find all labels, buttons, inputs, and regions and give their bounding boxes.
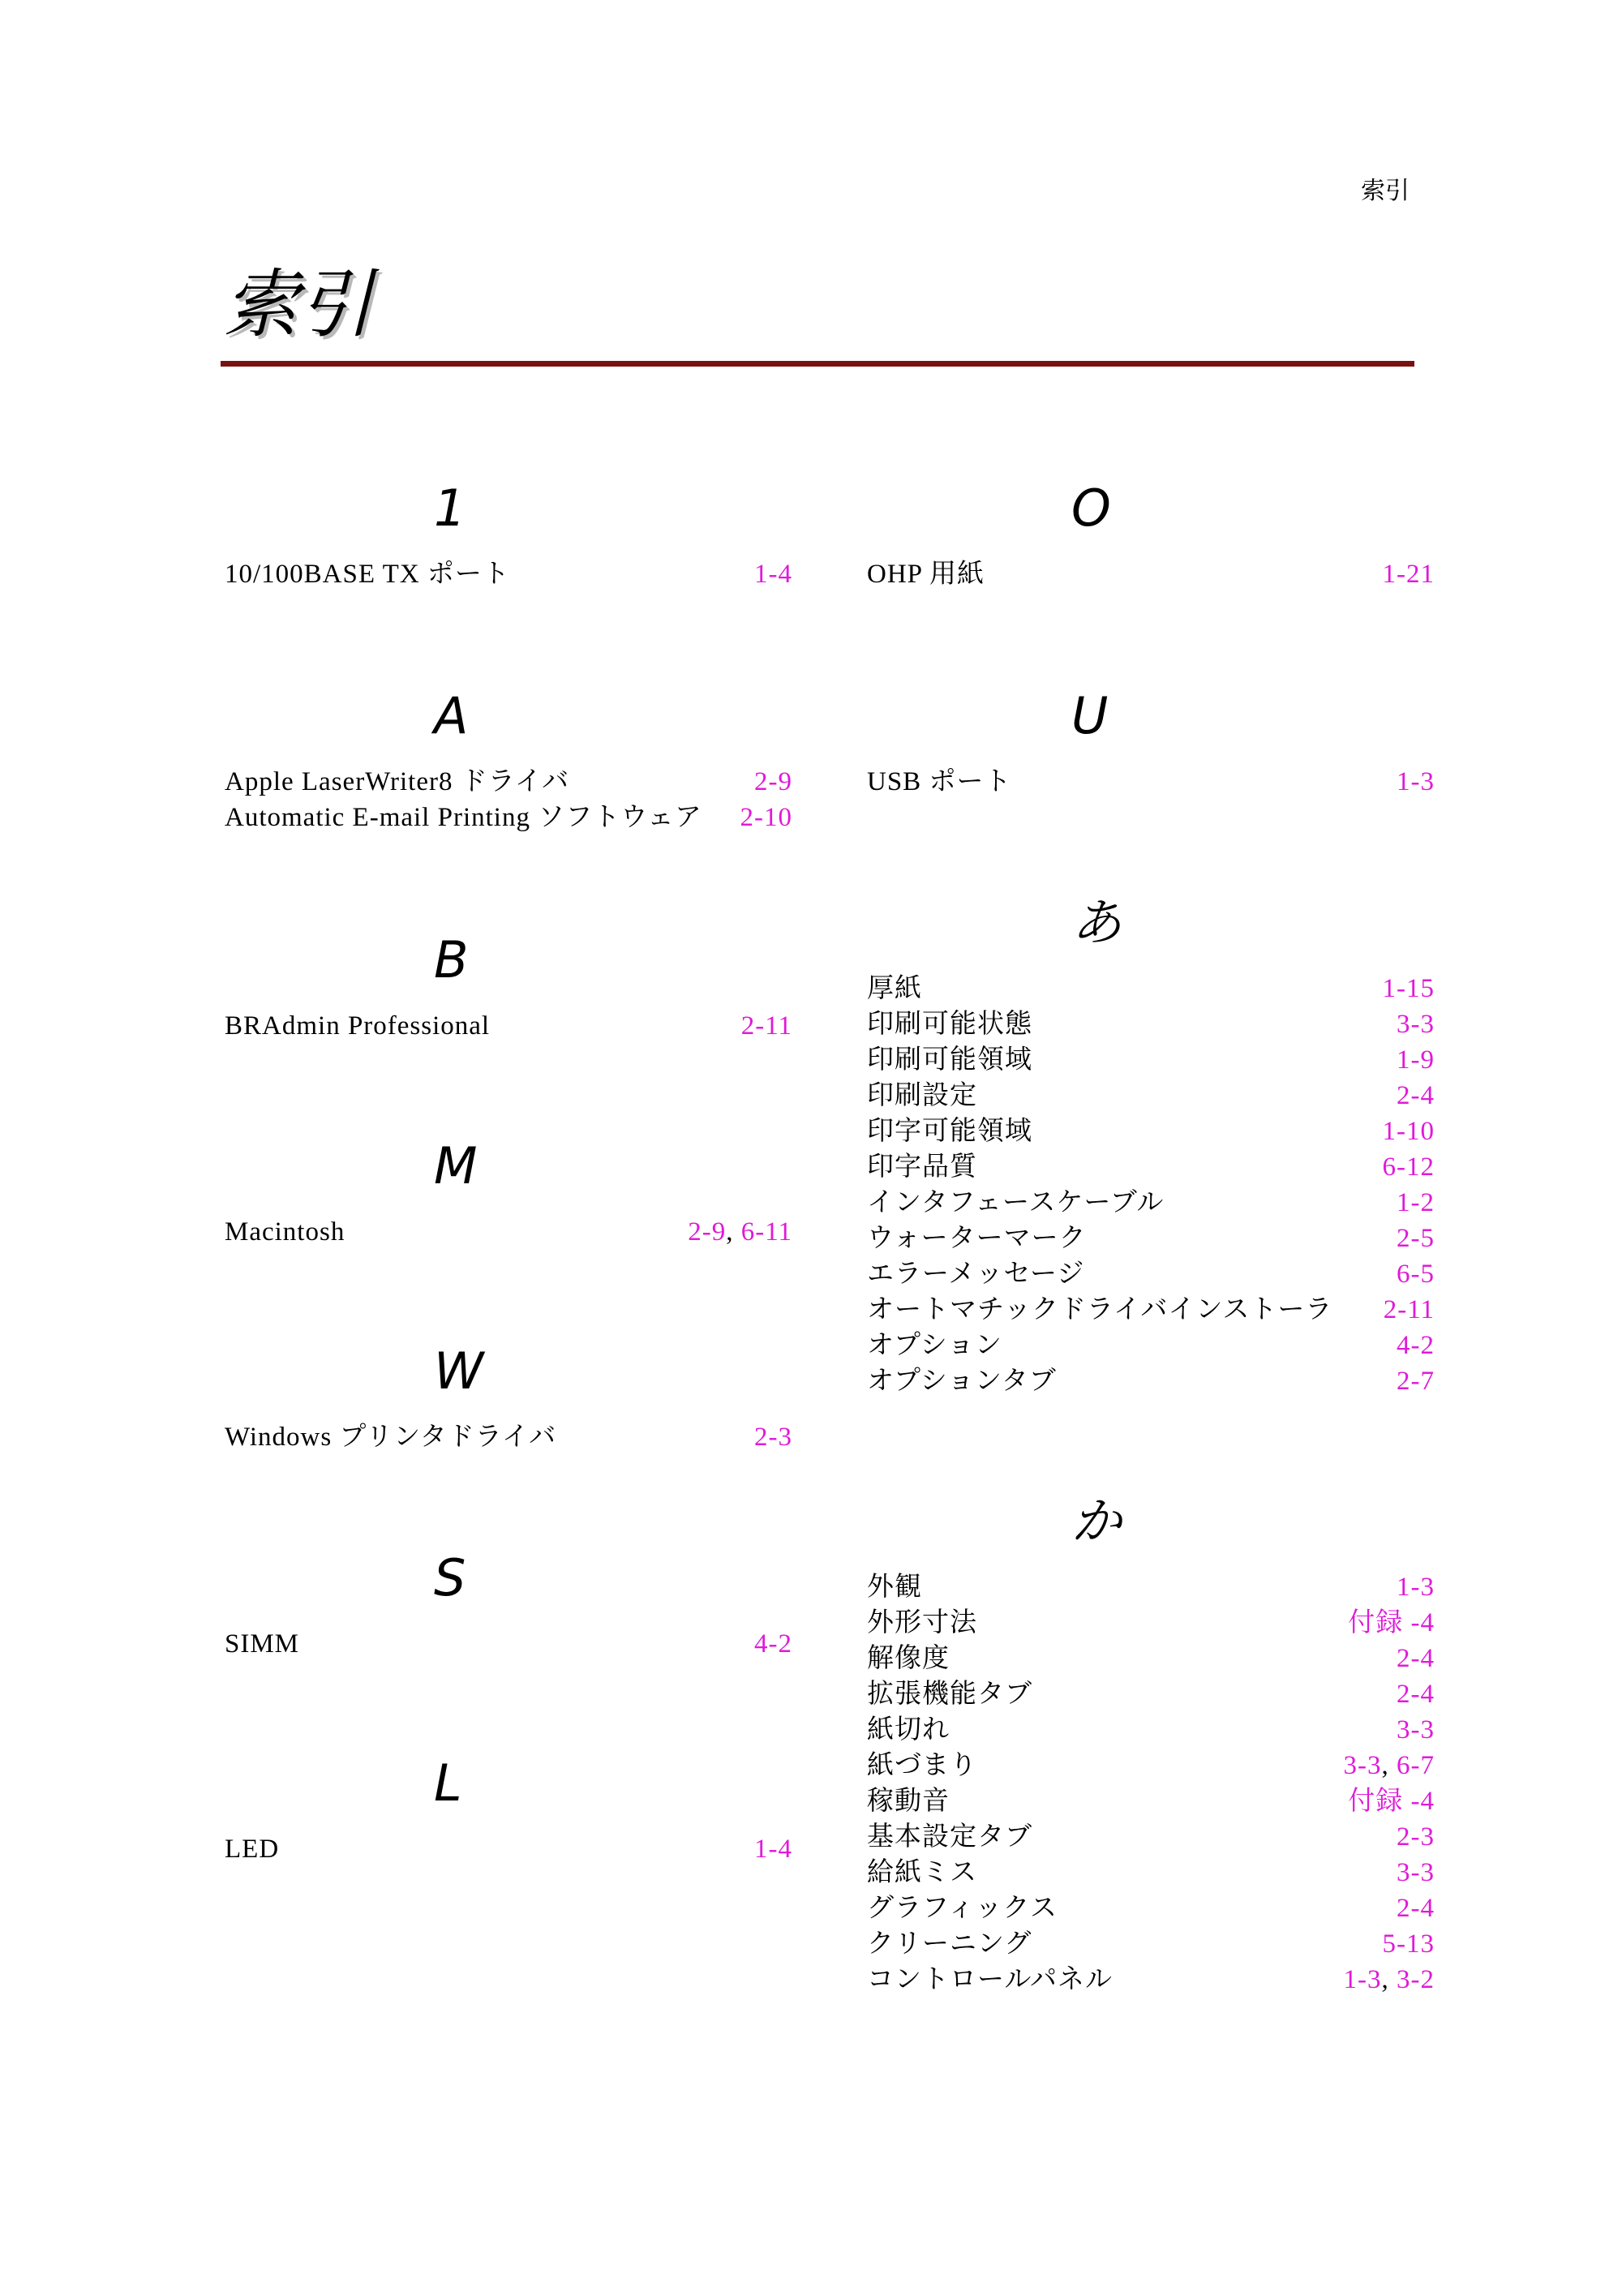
page-link[interactable]: 3-3 [1397,1715,1435,1745]
page-link[interactable]: 4-2 [754,1629,792,1659]
page-separator: , [1381,1751,1397,1780]
page-refs [1348,1783,1435,1819]
index-term: 10/100BASE TX ポート [225,560,510,589]
index-entry [867,1748,1435,1783]
page-link[interactable]: 4-2 [1397,1331,1435,1360]
index-term: Windows プリンタドライバ [225,1423,557,1452]
entry-list [225,764,792,835]
page-refs [1397,1042,1435,1078]
entry-list [225,556,792,592]
index-entry [867,1185,1435,1221]
index-term: オプション [867,1331,1003,1360]
index-entry [867,1890,1435,1926]
index-term: 基本設定タブ [867,1822,1032,1852]
page-link[interactable]: 3-3 [1343,1751,1382,1780]
index-entry [867,556,1435,592]
page-link[interactable]: 1-9 [1397,1045,1435,1075]
index-section [225,1753,792,1867]
index-term: 印刷設定 [867,1081,977,1110]
title-rule [221,361,1414,367]
page-link[interactable]: 2-10 [740,803,792,832]
index-entry [867,1149,1435,1185]
index-section [867,686,1435,800]
index-term: 給紙ミス [867,1858,977,1887]
index-term: LED [225,1835,280,1864]
page-link[interactable]: 1-3 [1397,767,1435,796]
page-refs [1397,764,1435,800]
page-refs [754,1419,792,1455]
page-refs [754,1831,792,1867]
page-refs [1397,1221,1435,1256]
index-entry [867,1855,1435,1890]
index-entry [225,556,792,592]
page-title: 索引 [224,261,374,348]
page-link[interactable]: 2-3 [1397,1822,1435,1852]
section-letter: O [1071,479,1111,538]
index-term: 印字品質 [867,1152,977,1182]
page-refs [1397,1363,1435,1399]
index-entry [867,1006,1435,1042]
index-entry [867,764,1435,800]
entry-list [225,1831,792,1867]
entry-list [867,1569,1435,1998]
page-refs [1397,1855,1435,1890]
page-refs [1344,1962,1435,1998]
index-entry [225,1831,792,1867]
page-refs [1397,1819,1435,1855]
page-link[interactable]: 1-2 [1397,1188,1435,1217]
section-letter: 1 [434,479,466,538]
entry-list [867,764,1435,800]
index-term: 印字可能領域 [867,1117,1032,1146]
index-term: オプションタブ [867,1367,1057,1396]
index-section [225,1548,792,1662]
page-refs [1397,1641,1435,1676]
section-letter: S [434,1548,466,1607]
index-section [225,1136,792,1250]
entry-list [867,556,1435,592]
page-link[interactable]: 5-13 [1382,1929,1435,1959]
index-entry [867,1641,1435,1676]
page-link[interactable]: 2-5 [1397,1224,1435,1253]
index-entry [867,1605,1435,1641]
index-term: 厚紙 [867,974,922,1003]
index-term: BRAdmin Professional [225,1011,491,1041]
page-link[interactable]: 1-3 [1397,1573,1435,1602]
index-term: Automatic E-mail Printing ソフトウェア [225,803,702,832]
page-refs [1383,556,1435,592]
index-term: ウォーターマーク [867,1224,1087,1253]
index-entry [225,1214,792,1250]
page-refs [1397,1712,1435,1748]
page-link[interactable]: 2-4 [1397,1680,1435,1709]
page-refs [1384,1292,1435,1328]
index-entry [867,971,1435,1006]
page-refs [1383,1149,1435,1185]
index-term: 外形寸法 [867,1608,977,1637]
index-term: 拡張機能タブ [867,1680,1032,1709]
page-link[interactable]: 1-10 [1382,1117,1435,1146]
index-entry [867,1783,1435,1819]
section-letter: か [1071,1491,1122,1551]
page-refs [1397,1006,1435,1042]
index-entry [867,1962,1435,1998]
page-link[interactable]: 2-3 [754,1423,792,1452]
page-refs [754,556,792,592]
index-section [225,1341,792,1455]
index-entry [867,1114,1435,1149]
page-separator: , [726,1217,741,1247]
page-link[interactable]: 1-4 [754,560,792,589]
page-link[interactable]: 付録 -4 [1348,1787,1435,1816]
entry-list [225,1626,792,1662]
page-link[interactable]: 2-11 [740,1011,792,1041]
index-term: 解像度 [867,1644,950,1673]
index-entry [225,1626,792,1662]
index-entry [225,764,792,800]
index-entry [867,1292,1435,1328]
index-term: オートマチックドライバインストーラ [867,1295,1333,1324]
index-term: エラーメッセージ [867,1260,1085,1289]
page-link[interactable]: 6-11 [740,1217,792,1247]
page-link[interactable]: 2-4 [1397,1644,1435,1673]
page-link[interactable]: 1-21 [1382,560,1435,589]
section-letter: U [1071,686,1109,745]
section-letter: L [434,1753,462,1813]
index-entry [867,1926,1435,1962]
page-link[interactable]: 2-11 [1383,1295,1435,1324]
index-term: コントロールパネル [867,1965,1114,1994]
page-link[interactable]: 2-4 [1397,1081,1435,1110]
index-term: Apple LaserWriter8 ドライバ [225,767,570,796]
section-letter: あ [1071,893,1122,952]
running-head: 索引 [1361,177,1410,205]
index-term: クリーニング [867,1929,1032,1959]
index-section [225,479,792,592]
index-entry [867,1221,1435,1256]
index-term: SIMM [225,1629,300,1659]
entry-list [867,971,1435,1399]
page-link[interactable]: 付録 -4 [1348,1608,1435,1637]
index-section [225,686,792,835]
page-link[interactable]: 3-2 [1397,1965,1435,1994]
section-letter: M [434,1136,478,1195]
page-refs [688,1214,792,1250]
index-entry [867,1569,1435,1605]
page-link[interactable]: 3-3 [1397,1858,1435,1887]
index-section [867,479,1435,592]
index-term: 紙づまり [867,1751,977,1780]
index-entry [867,1328,1435,1363]
index-term: 紙切れ [867,1715,950,1745]
index-section [867,1491,1435,1998]
index-term: グラフィックス [867,1894,1058,1923]
page-link[interactable]: 6-5 [1397,1260,1435,1289]
page-link[interactable]: 3-3 [1397,1010,1435,1039]
entry-list [225,1214,792,1250]
page-link[interactable]: 2-7 [1397,1367,1435,1396]
index-entry [225,1419,792,1455]
page-link[interactable]: 6-12 [1382,1152,1435,1182]
index-term: 稼動音 [867,1787,950,1816]
index-entry [867,1256,1435,1292]
page-refs [1397,1185,1435,1221]
index-term: 印刷可能領域 [867,1045,1032,1075]
page-refs [1383,971,1435,1006]
section-letter: W [434,1341,484,1401]
index-term: OHP 用紙 [867,560,985,589]
index-entry [867,1712,1435,1748]
index-section [225,930,792,1044]
page-refs [1344,1748,1435,1783]
page-link[interactable]: 1-3 [1343,1965,1382,1994]
page-refs [741,1008,792,1044]
page-refs [1383,1926,1435,1962]
entry-list [225,1008,792,1044]
page-refs [740,800,793,835]
index-term: USB ポート [867,767,1012,796]
index-term: インタフェースケーブル [867,1188,1165,1217]
index-entry [225,800,792,835]
index-section [867,893,1435,1399]
page-link[interactable]: 2-4 [1397,1894,1435,1923]
index-entry [867,1078,1435,1114]
page-refs [1397,1676,1435,1712]
page-link[interactable]: 2-9 [688,1217,727,1247]
section-letter: A [434,686,469,745]
page-link[interactable]: 6-7 [1397,1751,1435,1780]
page-separator: , [1381,1965,1397,1994]
section-letter: B [434,930,469,989]
page-link[interactable]: 1-15 [1382,974,1435,1003]
index-entry [867,1042,1435,1078]
index-term: Macintosh [225,1217,345,1247]
page-refs [754,764,792,800]
index-term: 印刷可能状態 [867,1010,1032,1039]
index-entry [867,1819,1435,1855]
index-term: 外観 [867,1573,922,1602]
page-refs [1397,1569,1435,1605]
page-refs [1397,1890,1435,1926]
page-refs [1397,1078,1435,1114]
page-refs [1397,1256,1435,1292]
page-refs [1383,1114,1435,1149]
index-entry [225,1008,792,1044]
page-link[interactable]: 2-9 [754,767,792,796]
index-entry [867,1676,1435,1712]
page-refs [1397,1328,1435,1363]
entry-list [225,1419,792,1455]
index-entry [867,1363,1435,1399]
page-refs [754,1626,792,1662]
page-link[interactable]: 1-4 [754,1835,792,1864]
page-refs [1348,1605,1435,1641]
